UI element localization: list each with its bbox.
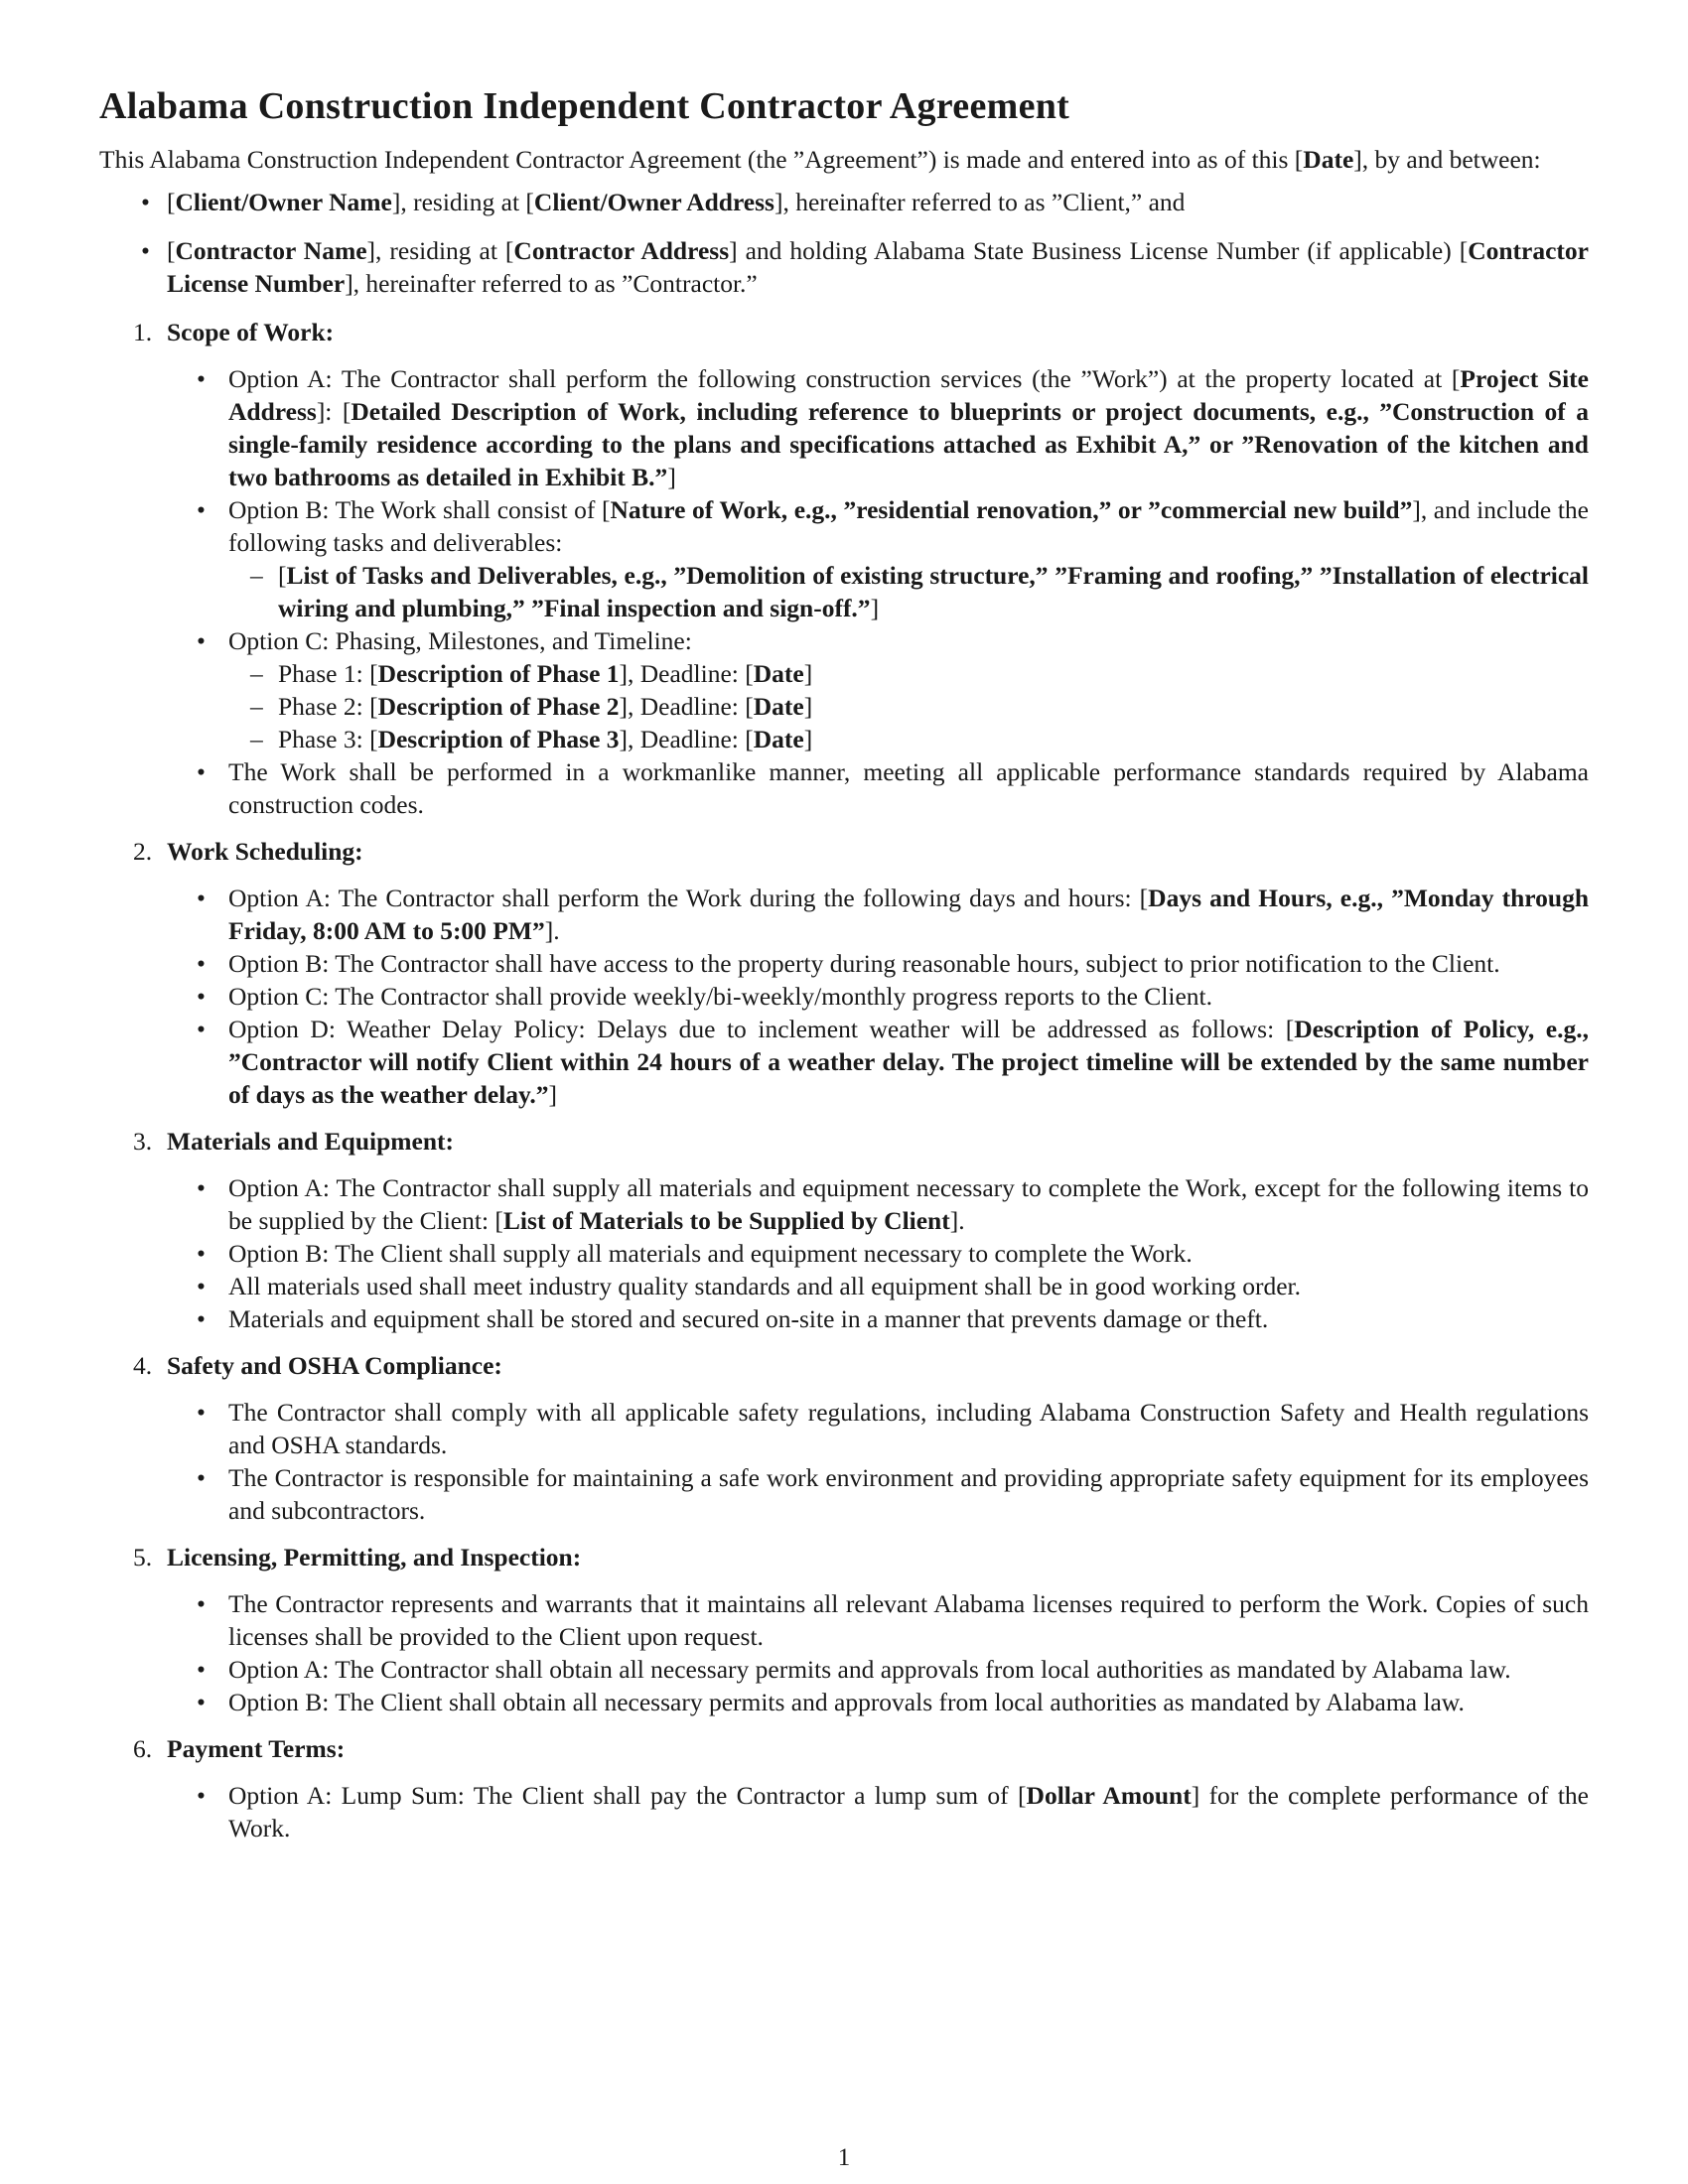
document-title: Alabama Construction Independent Contractor Agreement	[99, 85, 1070, 127]
sections-list	[99, 316, 1589, 1844]
section-title: Safety and OSHA Compliance:	[167, 1351, 502, 1380]
section-number: 6.	[133, 1734, 153, 1763]
licensing-item: • Option A: The Contractor shall obtain all necessary permits and approvals from local authorities as mandated by Alabama law.	[167, 1653, 1589, 1686]
section-scope-of-work	[99, 316, 1589, 821]
section-licensing-permitting	[99, 1541, 1589, 1718]
section-title: Work Scheduling:	[167, 837, 363, 866]
licensing-item: • The Contractor represents and warrants that it maintains all relevant Alabama licenses required to perform the Work. Copies of such licenses shall be provided to the Client upon request.	[167, 1587, 1589, 1653]
section-safety-osha	[99, 1349, 1589, 1527]
parties-list	[99, 186, 1589, 300]
scope-option-a: • Option A: The Contractor shall perform the following construction services (the ”Work”) at the property located at [Project Site Address]: [Detailed Description of Work, including reference to blueprints or project documents, e.g., ”Construction of a single-family residence according to the plans and specifications attached as Exhibit A,” or ”Renovation of the kitchen and two bathrooms as detailed in Exhibit B.”]	[167, 362, 1589, 493]
safety-item: • The Contractor is responsible for maintaining a safe work environment and providing appropriate safety equipment for its employees and subcontractors.	[167, 1461, 1589, 1527]
intro-paragraph: This Alabama Construction Independent Contractor Agreement (the ”Agreement”) is made and entered into as of this [Date], by and between:	[99, 145, 1541, 174]
section-work-scheduling	[99, 835, 1589, 1111]
section-materials-equipment	[99, 1125, 1589, 1335]
scheduling-option-a: • Option A: The Contractor shall perform the Work during the following days and hours: [Days and Hours, e.g., ”Monday through Friday, 8:00 AM to 5:00 PM”].	[167, 882, 1589, 947]
phase-item: – Phase 3: [Description of Phase 3], Deadline: [Date]	[228, 723, 1589, 755]
section-number: 2.	[133, 837, 153, 866]
safety-item: • The Contractor shall comply with all applicable safety regulations, including Alabama Construction Safety and Health regulations and OSHA standards.	[167, 1396, 1589, 1461]
scope-standard: • The Work shall be performed in a workmanlike manner, meeting all applicable performance standards required by Alabama construction codes.	[167, 755, 1589, 821]
phase-item: – Phase 1: [Description of Phase 1], Deadline: [Date]	[228, 657, 1589, 690]
section-number: 1.	[133, 318, 153, 346]
phase-item: – Phase 2: [Description of Phase 2], Deadline: [Date]	[228, 690, 1589, 723]
scheduling-option-d: • Option D: Weather Delay Policy: Delays due to inclement weather will be addressed as follows: [Description of Policy, e.g., ”Contractor will notify Client within 24 hours of a weather delay. The project timeline will be extended by the same number of days as the weather delay.”]	[167, 1013, 1589, 1111]
page-number: 1	[837, 2144, 851, 2171]
section-number: 5.	[133, 1543, 153, 1571]
section-title: Licensing, Permitting, and Inspection:	[167, 1543, 582, 1571]
materials-option-b: • Option B: The Client shall supply all materials and equipment necessary to complete the Work.	[167, 1237, 1589, 1270]
section-number: 3.	[133, 1127, 153, 1156]
section-title: Materials and Equipment:	[167, 1127, 455, 1156]
materials-quality: • All materials used shall meet industry quality standards and all equipment shall be in good working order.	[167, 1270, 1589, 1302]
materials-storage: • Materials and equipment shall be stored and secured on-site in a manner that prevents damage or theft.	[167, 1302, 1589, 1335]
scope-option-c: • Option C: Phasing, Milestones, and Timeline: – Phase 1: [Description of Phase 1], Deadline: [Date] – Phase 2: [Description of Phase 2], Deadline: [Date] – Phase 3: [Description of Phase 3], Deadline: [Date]	[167, 624, 1589, 755]
document-page	[99, 83, 1589, 1858]
section-number: 4.	[133, 1351, 153, 1380]
payment-option-a: • Option A: Lump Sum: The Client shall pay the Contractor a lump sum of [Dollar Amount] for the complete performance of the Work.	[167, 1779, 1589, 1844]
tasks-list-item: – [List of Tasks and Deliverables, e.g., ”Demolition of existing structure,” ”Framing and roofing,” ”Installation of electrical wiring and plumbing,” ”Final inspection and sign-off.”]	[228, 559, 1589, 624]
section-payment-terms	[99, 1732, 1589, 1844]
date-placeholder: Date	[1303, 145, 1354, 174]
section-title: Scope of Work:	[167, 318, 335, 346]
scheduling-option-c: • Option C: The Contractor shall provide weekly/bi-weekly/monthly progress reports to the Client.	[167, 980, 1589, 1013]
party-contractor: • [Contractor Name], residing at [Contractor Address] and holding Alabama State Business License Number (if applicable) [Contractor License Number], hereinafter referred to as ”Contractor.”	[99, 234, 1589, 300]
scheduling-option-b: • Option B: The Contractor shall have access to the property during reasonable hours, subject to prior notification to the Client.	[167, 947, 1589, 980]
section-title: Payment Terms:	[167, 1734, 346, 1763]
materials-option-a: • Option A: The Contractor shall supply all materials and equipment necessary to complete the Work, except for the following items to be supplied by the Client: [List of Materials to be Supplied by Client].	[167, 1171, 1589, 1237]
party-client: • [Client/Owner Name], residing at [Client/Owner Address], hereinafter referred to as ”Client,” and	[99, 186, 1589, 218]
scope-option-b: • Option B: The Work shall consist of [Nature of Work, e.g., ”residential renovation,” or ”commercial new build”], and include the following tasks and deliverables: – [List of Tasks and Deliverables, e.g., ”Demolition of existing structure,” ”Framing and roofing,” ”Installation of electrical wiring and plumbing,” ”Final inspection and sign-off.”]	[167, 493, 1589, 624]
licensing-item: • Option B: The Client shall obtain all necessary permits and approvals from local authorities as mandated by Alabama law.	[167, 1686, 1589, 1718]
